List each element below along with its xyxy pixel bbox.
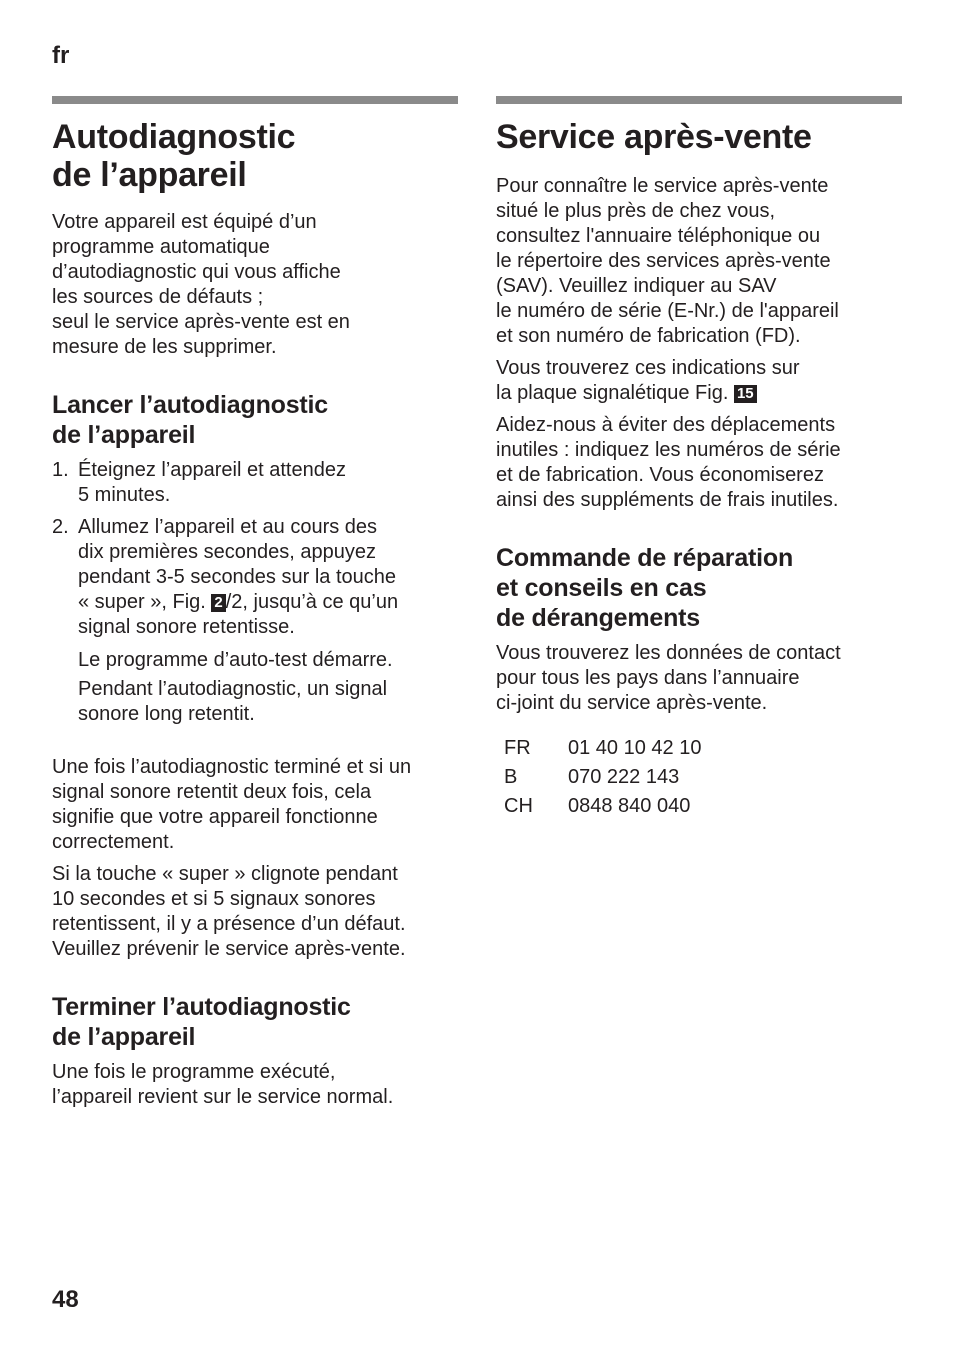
country-code: CH bbox=[504, 795, 533, 817]
start-autodiagnostic-heading: Lancer l’autodiagnostic de l’appareil bbox=[52, 391, 329, 449]
phone-number: 01 40 10 42 10 bbox=[568, 737, 702, 759]
figure-ref-2-icon: 2 bbox=[211, 594, 225, 612]
step-1 bbox=[52, 458, 458, 508]
step-1-text: Éteignez l’appareil et attendez 5 minutes. bbox=[78, 459, 346, 506]
step-2-text-after: /2, jusqu’à ce qu’un signal sonore retentisse. bbox=[78, 591, 399, 638]
figure-ref-15-icon: 15 bbox=[734, 385, 757, 403]
end-autodiagnostic-paragraph: Une fois le programme exécuté, l’appareil revient sur le service normal. bbox=[52, 1061, 394, 1108]
left-column bbox=[52, 96, 458, 1117]
autodiagnostic-ok-paragraph: Une fois l’autodiagnostic terminé et si un signal sonore retentit deux fois, cela signifie que votre appareil fonctionne correctement. bbox=[52, 756, 412, 853]
autodiagnostic-intro: Votre appareil est équipé d’un programme automatique d’autodiagnostic qui vous affiche les sources de défauts ; seul le service après-vente est en mesure de les supprimer. bbox=[52, 211, 350, 358]
phone-number: 070 222 143 bbox=[568, 766, 680, 788]
step-2-result-1: Le programme d’auto-test démarre. bbox=[78, 649, 393, 671]
country-code: FR bbox=[504, 737, 531, 759]
contact-table bbox=[496, 734, 701, 821]
step-2-text-before: Allumez l’appareil et au cours des dix premières secondes, appuyez pendant 3-5 secondes sur la touche « super », Fig. bbox=[78, 516, 396, 613]
repair-order-paragraph: Vous trouverez les données de contact pour tous les pays dans l’annuaire ci-joint du service après-vente. bbox=[496, 642, 841, 714]
step-2 bbox=[52, 515, 458, 727]
table-row bbox=[496, 763, 701, 792]
service-title: Service après-vente bbox=[496, 118, 812, 156]
autodiagnostic-title: Autodiagnostic de l’appareil bbox=[52, 118, 296, 194]
table-row bbox=[496, 792, 701, 821]
service-paragraph-1: Pour connaître le service après-vente situé le plus près de chez vous, consultez l'annuaire téléphonique ou le répertoire des services après-vente (SAV). Veuillez indiquer au SAV le numéro de série (E-Nr.) de l'appareil et son numéro de fabrication (FD). bbox=[496, 175, 839, 347]
page-number: 48 bbox=[52, 1286, 79, 1313]
section-rule bbox=[496, 96, 902, 104]
language-tag: fr bbox=[52, 42, 70, 69]
repair-order-heading: Commande de réparation et conseils en cas de dérangements bbox=[496, 544, 794, 632]
section-rule bbox=[52, 96, 458, 104]
service-paragraph-3: Aidez-nous à éviter des déplacements inutiles : indiquez les numéros de série et de fabrication. Vous économiserez ainsi des suppléments de frais inutiles. bbox=[496, 414, 841, 511]
phone-number: 0848 840 040 bbox=[568, 795, 691, 817]
service-paragraph-2 bbox=[496, 356, 902, 406]
step-1-number: 1. bbox=[52, 459, 69, 481]
table-row bbox=[496, 734, 701, 763]
service-paragraph-2-text: Vous trouverez ces indications sur la plaque signalétique Fig. bbox=[496, 357, 800, 404]
right-column bbox=[496, 96, 902, 821]
country-code: B bbox=[504, 766, 518, 788]
start-steps-list bbox=[52, 458, 458, 727]
step-2-result-2: Pendant l’autodiagnostic, un signal sonore long retentit. bbox=[78, 678, 388, 725]
step-2-number: 2. bbox=[52, 516, 69, 538]
autodiagnostic-fault-paragraph: Si la touche « super » clignote pendant 10 secondes et si 5 signaux sonores retentissent, il y a présence d’un défaut. Veuillez prévenir le service après-vente. bbox=[52, 863, 406, 960]
end-autodiagnostic-heading: Terminer l’autodiagnostic de l’appareil bbox=[52, 993, 351, 1051]
